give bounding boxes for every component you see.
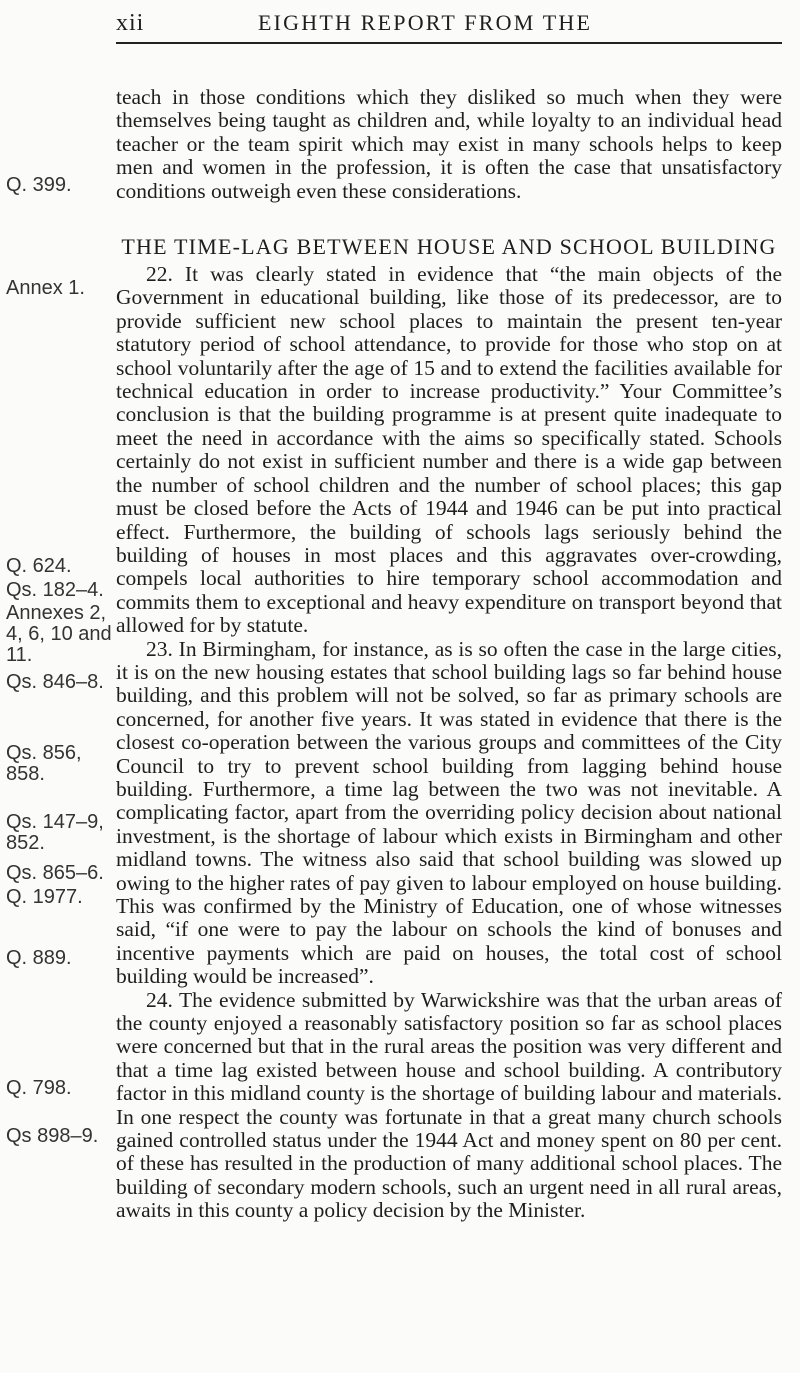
margin-note: Q. 798. [6,1077,72,1099]
margin-note: Qs 898–9. [6,1125,99,1147]
running-head: EIGHTH REPORT FROM THE [258,10,593,35]
paragraph-22: 22. It was clearly stated in evidence that “the main objects of the Government in educational building, like those of its predecessor, are to provide sufficient new school places to maintain the present ten-year statutory period of school attendance, to provide for those who stop on at school voluntarily after the age of 15 and to extend the facilities available for technical education in order to increase productivity.” Your Committee’s conclusion is that the building programme is at present quite inadequate to meet the need in accordance with the aims so specifically stated. Schools certainly do not exist in sufficient number and there is a wide gap between the number of school children and the number of school places; this gap must be closed before the Acts of 1944 and 1946 can be put into practical effect. Furthermore, the building of schools lags seriously behind the building of houses in most places and this aggravates over-crowding, compels local authorities to hire temporary school accommodation and commits them to exceptional and heavy expenditure on transport beyond that allowed for by statute. [116,262,782,638]
margin-note: Q. 1977. [6,886,83,908]
margin-note: Qs. 846–8. [6,671,104,693]
margin-note: Q. 624. [6,555,72,577]
margin-note: Annex 1. [6,277,85,299]
margin-note: Qs. 865–6. [6,862,104,884]
body-text [116,86,782,1223]
paragraph-24: 24. The evidence submitted by Warwickshire was that the urban areas of the county enjoyed a reasonably satisfactory position so far as school places were concerned but that in the rural areas the position was very different and that a time lag existed between house and school building. A contributory factor in this midland county is the shortage of building labour and materials. In one respect the county was fortunate in that a great many church schools gained controlled status under the 1944 Act and money spent on 80 per cent. of these has resulted in the production of many additional school places. The building of secondary modern schools, such an urgent need in all rural areas, awaits in this county a policy decision by the Minister. [116,987,782,1223]
margin-note: Qs. 182–4. [6,579,104,601]
margin-note: Annexes 2, 4, 6, 10 and 11. [6,602,112,666]
paragraph-23: 23. In Birmingham, for instance, as is so often the case in the large cities, it is on the new housing estates that school building lags so far behind house building, and this problem will not be solved, so far as primary schools are concerned, for another five years. It was stated in evidence that there is the closest co-operation between the various groups and committees of the City Council to try to prevent school building from lagging behind house building. Furthermore, a time lag between the two was not inevitable. A complicating factor, apart from the overriding policy decision about national investment, is the shortage of labour which exists in Birmingham and other midland towns. The witness also said that school building was slowed up owing to the higher rates of pay given to labour employed on house building. This was confirmed by the Ministry of Education, one of whose witnesses said, “if one were to pay the labour on schools the kind of bonuses and incentive payments which are paid on houses, the total cost of school building would be increased”. [116,636,782,989]
margin-note: Qs. 856, 858. [6,742,82,785]
margin-note: Q. 399. [6,174,72,196]
margin-note: Q. 889. [6,947,72,969]
header-rule [116,42,782,44]
section-heading: THE TIME-LAG BETWEEN HOUSE AND SCHOOL BUILDING [121,234,777,260]
intro-paragraph: teach in those conditions which they disliked so much when they were themselves being taught as children and, while loyalty to an individual head teacher or the team spirit which may exist in many schools helps to keep men and women in the profession, it is often the case that unsatisfactory conditions outweigh even these considerations. [116,85,782,203]
page-header [116,10,782,40]
margin-note: Qs. 147–9, 852. [6,811,104,854]
page-number: xii [116,10,145,36]
